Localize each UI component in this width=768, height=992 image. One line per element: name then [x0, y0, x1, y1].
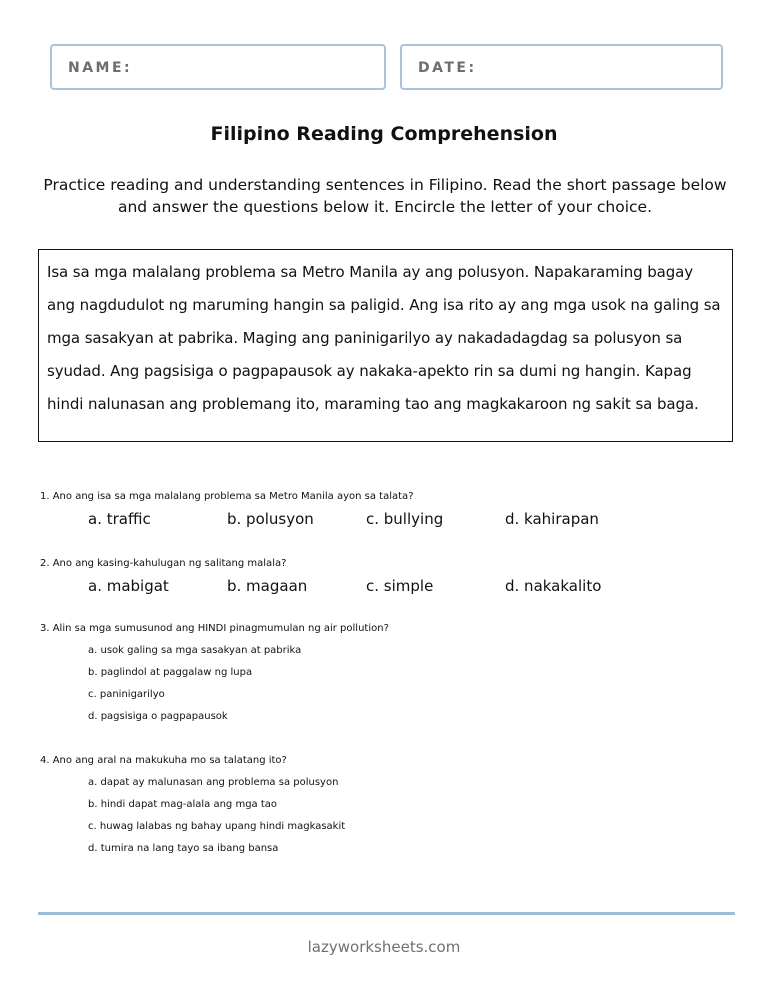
question-2: [40, 554, 740, 598]
question-text: 3. Alin sa mga sumusunod ang HINDI pinagmumulan ng air pollution?: [40, 623, 389, 634]
option-c[interactable]: c. bullying: [366, 510, 444, 528]
option-c[interactable]: c. simple: [366, 577, 434, 595]
option-a[interactable]: a. mabigat: [88, 577, 169, 595]
date-field[interactable]: [400, 44, 723, 90]
passage-line: ang nagdudulot ng maruming hangin sa paligid. Ang isa rito ay ang mga usok na galing sa: [47, 296, 721, 314]
option-c[interactable]: c. huwag lalabas ng bahay upang hindi magkasakit: [88, 821, 346, 832]
option-a[interactable]: a. usok galing sa mga sasakyan at pabrika: [88, 645, 302, 656]
option-d[interactable]: d. tumira na lang tayo sa ibang bansa: [88, 843, 279, 854]
reading-passage: [38, 249, 733, 442]
passage-line: syudad. Ang pagsisiga o pagpapausok ay nakaka-apekto rin sa dumi ng hangin. Kapag: [47, 362, 692, 380]
passage-line: Isa sa mga malalang problema sa Metro Manila ay ang polusyon. Napakaraming bagay: [47, 263, 694, 281]
question-text: 2. Ano ang kasing-kahulugan ng salitang malala?: [40, 558, 287, 569]
option-b[interactable]: b. polusyon: [227, 510, 314, 528]
passage-line: hindi nalunasan ang problemang ito, maraming tao ang magkakaroon ng sakit sa baga.: [47, 395, 699, 413]
option-a[interactable]: a. dapat ay malunasan ang problema sa polusyon: [88, 777, 339, 788]
answer-options: [40, 576, 740, 598]
option-b[interactable]: b. paglindol at paggalaw ng lupa: [88, 667, 253, 678]
name-field[interactable]: [50, 44, 386, 90]
option-b[interactable]: b. hindi dapat mag-alala ang mga tao: [88, 799, 278, 810]
passage-line: mga sasakyan at pabrika. Maging ang paninigarilyo ay nakadadagdag sa polusyon sa: [47, 329, 683, 347]
question-text: 1. Ano ang isa sa mga malalang problema sa Metro Manila ayon sa talata?: [40, 491, 414, 502]
footer-divider: [38, 912, 735, 915]
option-d[interactable]: d. nakakalito: [505, 577, 602, 595]
question-1: [40, 487, 740, 531]
question-4: [40, 751, 740, 861]
instructions: Practice reading and understanding sentences in Filipino. Read the short passage below and answer the questions below it. Encircle the letter of your choice.: [43, 176, 727, 216]
question-text: 4. Ano ang aral na makukuha mo sa talatang ito?: [40, 755, 287, 766]
date-label: DATE:: [418, 60, 477, 76]
name-label: NAME:: [68, 60, 133, 76]
answer-options: [40, 509, 740, 531]
page-title: Filipino Reading Comprehension: [210, 123, 558, 145]
option-d[interactable]: d. kahirapan: [505, 510, 599, 528]
option-d[interactable]: d. pagsisiga o pagpapausok: [88, 711, 228, 722]
option-a[interactable]: a. traffic: [88, 510, 151, 528]
question-3: [40, 619, 740, 729]
option-c[interactable]: c. paninigarilyo: [88, 689, 165, 700]
footer-site-link[interactable]: lazyworksheets.com: [307, 938, 461, 956]
option-b[interactable]: b. magaan: [227, 577, 308, 595]
